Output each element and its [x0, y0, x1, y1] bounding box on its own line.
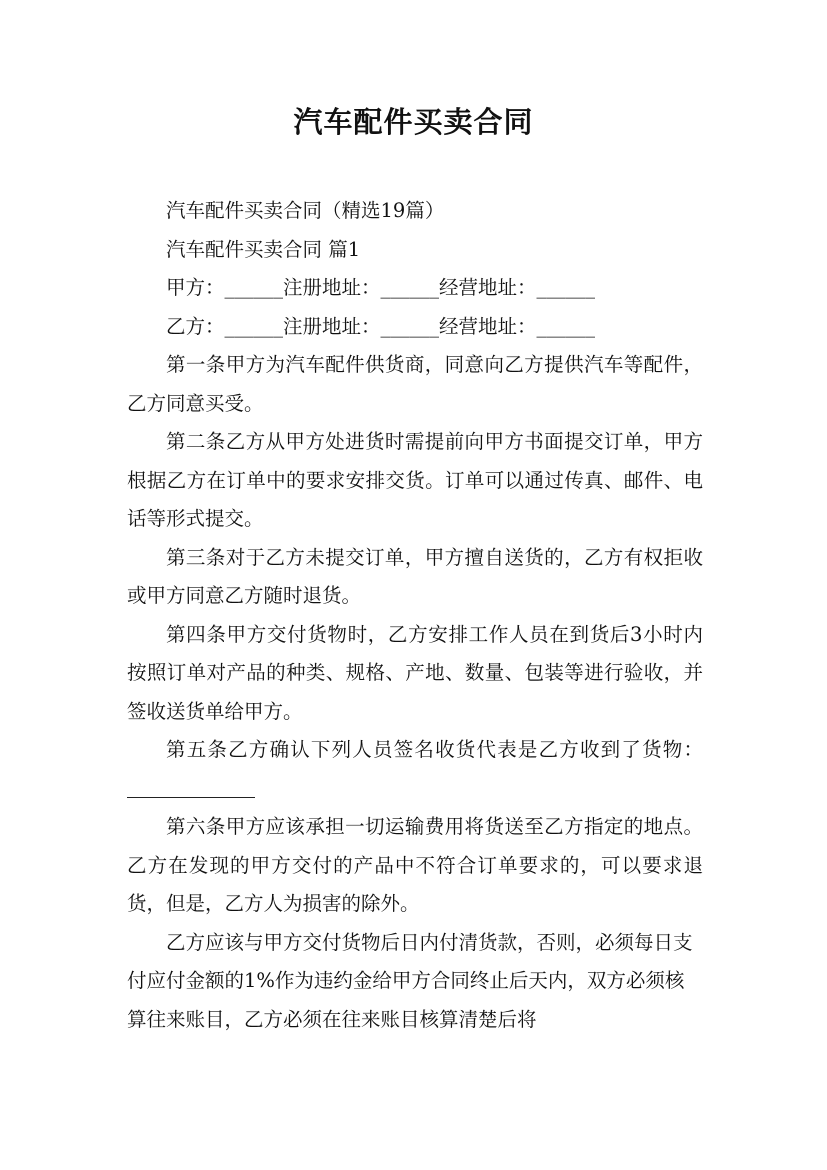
article-5-text: 第五条乙方确认下列人员签名收货代表是乙方收到了货物： — [166, 738, 703, 761]
document-title: 汽车配件买卖合同 — [293, 105, 534, 139]
paragraph-article-5 — [127, 731, 703, 808]
paragraph-article-6: 第六条甲方应该承担一切运输费用将货送至乙方指定的地点。乙方在发现的甲方交付的产品中不符合订单要求的，可以要求退货，但是，乙方人为损害的除外。 — [127, 815, 703, 915]
paragraph-subtitle: 汽车配件买卖合同（精选19篇） — [166, 199, 445, 222]
paragraph-article-4: 第四条甲方交付货物时，乙方安排工作人员在到货后3小时内按照订单对产品的种类、规格、产地、数量、包装等进行验收，并签收送货单给甲方。 — [127, 622, 703, 723]
paragraph-article-2: 第二条乙方从甲方处进货时需提前向甲方书面提交订单，甲方根据乙方在订单中的要求安排交货。订单可以通过传真、邮件、电话等形式提交。 — [127, 430, 703, 530]
paragraph-article-1: 第一条甲方为汽车配件供货商，同意向乙方提供汽车等配件，乙方同意买受。 — [127, 353, 703, 415]
paragraph-payment: 乙方应该与甲方交付货物后日内付清货款，否则，必须每日支付应付金额的1%作为违约金给甲方合同终止后天内，双方必须核算往来账目，乙方必须在往来账目核算清楚后将 — [127, 930, 693, 1031]
paragraph-party-b: 乙方：______注册地址：______经营地址：______ — [166, 314, 596, 338]
paragraph-party-a: 甲方：______注册地址：______经营地址：______ — [166, 276, 596, 299]
document-body — [127, 192, 703, 1039]
paragraph-section-heading: 汽车配件买卖合同 篇1 — [166, 237, 361, 261]
paragraph-article-3: 第三条对于乙方未提交订单，甲方擅自送货的，乙方有权拒收或甲方同意乙方随时退货。 — [127, 545, 703, 607]
signature-blank-line — [127, 777, 255, 798]
